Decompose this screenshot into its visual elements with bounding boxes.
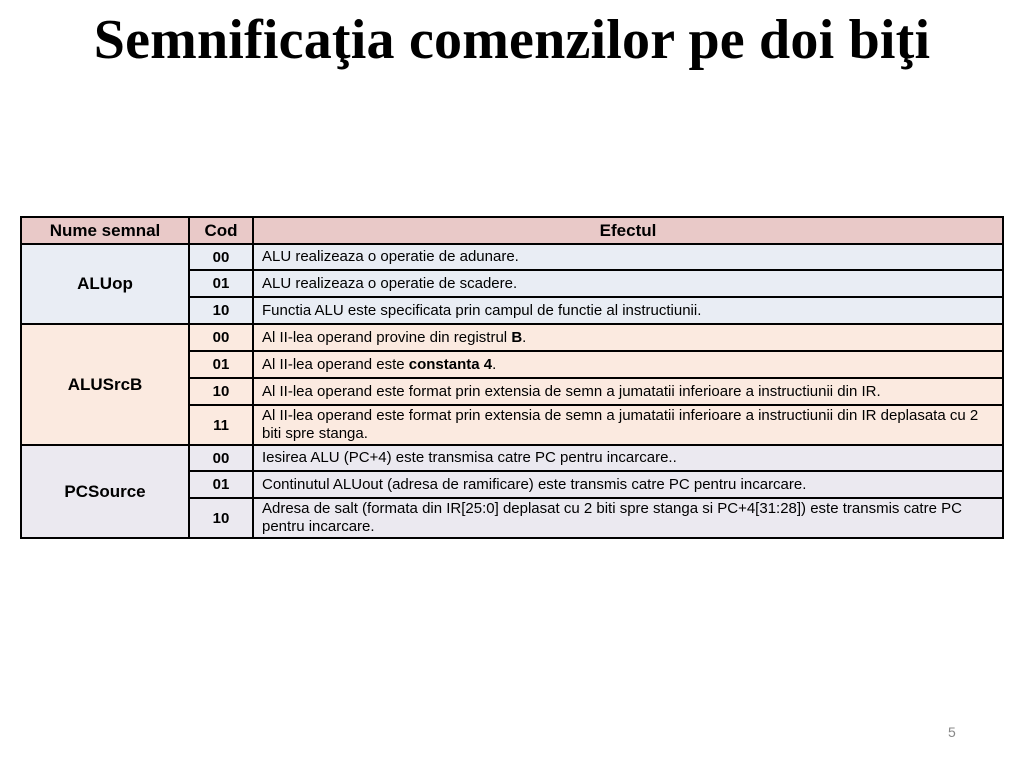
code-cell: 01: [189, 351, 253, 378]
effect-cell: [253, 324, 1003, 351]
effect-cell: Al II-lea operand este format prin extensia de semn a jumatatii inferioare a instructiunii din IR.: [253, 378, 1003, 405]
page-number: 5: [948, 724, 956, 740]
header-signal-name: Nume semnal: [21, 217, 189, 244]
code-cell: 00: [189, 445, 253, 471]
code-cell: 10: [189, 498, 253, 538]
table-row: [21, 445, 1003, 471]
table-row: [21, 244, 1003, 270]
effect-text: .: [492, 355, 497, 373]
code-cell: 10: [189, 297, 253, 324]
code-cell: 11: [189, 405, 253, 445]
code-cell: 01: [189, 471, 253, 498]
code-cell: 01: [189, 270, 253, 297]
table-header-row: [21, 217, 1003, 244]
effect-cell: Functia ALU este specificata prin campul de functie al instructiunii.: [253, 297, 1003, 324]
effect-cell: Continutul ALUout (adresa de ramificare) este transmis catre PC pentru incarcare.: [253, 471, 1003, 498]
header-code: Cod: [189, 217, 253, 244]
code-cell: 00: [189, 244, 253, 270]
slide-title: Semnificaţia comenzilor pe doi biţi: [93, 9, 931, 71]
effect-text: .: [522, 328, 527, 346]
commands-table: [20, 216, 1004, 539]
effect-text: Al II-lea operand provine din registrul: [262, 328, 512, 346]
effect-cell: ALU realizeaza o operatie de scadere.: [253, 270, 1003, 297]
table-row: [21, 324, 1003, 351]
code-cell: 10: [189, 378, 253, 405]
signal-name-alusrcb: ALUSrcB: [21, 324, 189, 445]
effect-cell: Adresa de salt (formata din IR[25:0] deplasat cu 2 biti spre stanga si PC+4[31:28]) este transmis catre PC pentru incarcare.: [253, 498, 1003, 538]
group-pcsource: [21, 445, 1003, 538]
effect-bold-text: B: [511, 328, 523, 346]
effect-text: Al II-lea operand este: [262, 355, 409, 373]
header-effect: Efectul: [253, 217, 1003, 244]
signal-name-pcsource: PCSource: [21, 445, 189, 538]
group-aluop: [21, 244, 1003, 324]
group-alusrcb: [21, 324, 1003, 445]
effect-cell: Al II-lea operand este format prin extensia de semn a jumatatii inferioare a instructiunii din IR deplasata cu 2 biti spre stanga.: [253, 405, 1003, 445]
effect-cell: Iesirea ALU (PC+4) este transmisa catre PC pentru incarcare..: [253, 445, 1003, 471]
effect-cell: [253, 351, 1003, 378]
effect-bold-text: constanta 4: [408, 355, 493, 373]
code-cell: 00: [189, 324, 253, 351]
signal-name-aluop: ALUop: [21, 244, 189, 324]
effect-cell: ALU realizeaza o operatie de adunare.: [253, 244, 1003, 270]
